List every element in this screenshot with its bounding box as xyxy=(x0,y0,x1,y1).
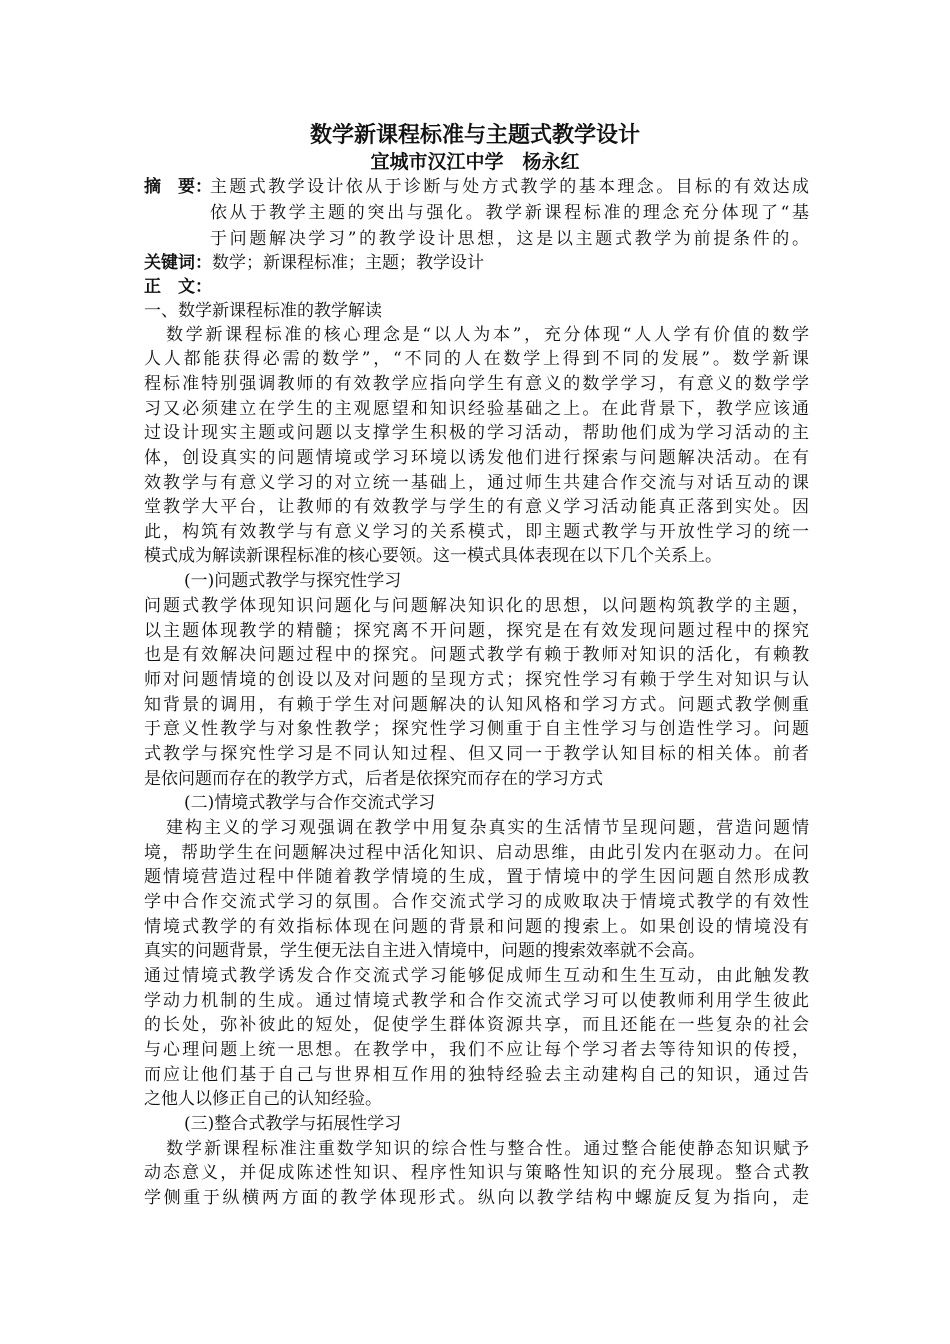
paragraph-line: 之他人以修正自己的认知经验。 xyxy=(144,1089,382,1109)
paragraph-line: 学动力机制的生成。通过情境式教学和合作交流式学习可以使教师利用学生彼此 xyxy=(144,991,809,1011)
keywords-label: 关键词： xyxy=(144,253,212,273)
paragraph-line: 体，创设真实的问题情境或学习环境以诱发他们进行探索与问题解决活动。在有 xyxy=(144,448,809,468)
paragraph-line: 堂教学大平台，让教师的有效教学与学生的有意义学习活动能真正落到实处。因 xyxy=(144,497,809,517)
paragraph-line: 情境式教学的有效指标体现在问题的背景和问题的搜索上。如果创设的情境没有 xyxy=(144,917,809,937)
paragraph-line: 式教学与探究性学习是不同认知过程、但又同一于教学认知目标的相关体。前者 xyxy=(144,744,809,764)
paragraph-line: 通过情境式教学诱发合作交流式学习能够促成师生互动和生生互动，由此触发教 xyxy=(144,966,809,986)
abstract-line: 依从于教学主题的突出与强化。教学新课程标准的理念充分体现了“基 xyxy=(210,203,809,223)
paragraph-line: 问题式教学体现知识问题化与问题解决知识化的思想，以问题构筑教学的主题， xyxy=(144,596,809,616)
subsection-heading: (一)问题式教学与探究性学习 xyxy=(184,571,402,591)
paragraph-line: 真实的问题背景，学生便无法自主进入情境中，问题的搜索效率就不会高。 xyxy=(144,941,705,961)
paragraph-line: 而应让他们基于自己与世界相互作用的独特经验去主动建构自己的知识，通过告 xyxy=(144,1065,809,1085)
paragraph-line: 于意义性教学与对象性教学；探究性学习侧重于自主性学习与创造性学习。问题 xyxy=(144,719,809,739)
document-title: 数学新课程标准与主题式教学设计 xyxy=(309,123,640,148)
paragraph-line: 以主题体现教学的精髓；探究离不开问题，探究是在有效发现问题过程中的探究 xyxy=(144,621,809,641)
keywords-text: 数学；新课程标准；主题；教学设计 xyxy=(212,253,484,273)
paragraph-line: 是依问题而存在的教学方式，后者是依探究而存在的学习方式 xyxy=(144,769,603,789)
paragraph-line: 程标准特别强调教师的有效教学应指向学生有意义的数学学习，有意义的数学学 xyxy=(144,374,809,394)
paragraph-line: 习又必须建立在学生的主观愿望和知识经验基础之上。在此背景下，教学应该通 xyxy=(144,399,809,419)
paragraph-line: 动态意义，并促成陈述性知识、程序性知识与策略性知识的充分展现。整合式教 xyxy=(144,1163,809,1183)
paragraph-line: 数学新课程标准注重数学知识的综合性与整合性。通过整合能使静态知识赋予 xyxy=(166,1139,809,1159)
paragraph-line: 与心理问题上统一思想。在教学中，我们不应让每个学习者去等待知识的传授， xyxy=(144,1040,809,1060)
paragraph-line: 也是有效解决问题过程中的探究。问题式教学有赖于教师对知识的活化，有赖教 xyxy=(144,645,809,665)
paragraph-line: 师对问题情境的创设以及对问题的呈现方式；探究性学习有赖于学生对知识与认 xyxy=(144,670,809,690)
paragraph-line: 知背景的调用，有赖于学生对问题解决的认知风格和学习方式。问题式教学侧重 xyxy=(144,695,809,715)
paragraph-line: 学中合作交流式学习的氛围。合作交流式学习的成败取决于情境式教学的有效性 xyxy=(144,892,809,912)
paragraph-line: 境，帮助学生在问题解决过程中活化知识、启动思维，由此引发内在驱动力。在问 xyxy=(144,843,809,863)
paragraph-line: 数学新课程标准的核心理念是“以人为本”，充分体现“人人学有价值的数学 xyxy=(166,325,809,345)
paragraph-line: 过设计现实主题或问题以支撑学生积极的学习活动，帮助他们成为学习活动的主 xyxy=(144,423,809,443)
keywords-line xyxy=(144,250,809,276)
paragraph-line: 学侧重于纵横两方面的教学体现形式。纵向以教学结构中螺旋反复为指向，走 xyxy=(144,1188,809,1208)
paragraph-line: 模式成为解读新课程标准的核心要领。这一模式具体表现在以下几个关系上。 xyxy=(144,546,722,566)
abstract-line: 主题式教学设计依从于诊断与处方式教学的基本理念。目标的有效达成 xyxy=(210,177,809,197)
subsection-heading: (二)情境式教学与合作交流式学习 xyxy=(184,793,436,813)
paragraph-line: 题情境营造过程中伴随着教学情境的生成，置于情境中的学生因问题自然形成教 xyxy=(144,867,809,887)
subsection-heading: (三)整合式教学与拓展性学习 xyxy=(184,1114,402,1134)
author-line: 宜城市汉江中学 杨永红 xyxy=(370,151,580,173)
body-label: 正 文： xyxy=(144,277,212,297)
paragraph-line: 效教学与有意义学习的对立统一基础上，通过师生共建合作交流与对话互动的课 xyxy=(144,473,809,493)
abstract-label: 摘 要： xyxy=(144,177,212,197)
paragraph-line: 人人都能获得必需的数学”，“不同的人在数学上得到不同的发展”。数学新课 xyxy=(144,349,809,369)
section-heading: 一、数学新课程标准的教学解读 xyxy=(144,301,382,321)
abstract-line: 于问题解决学习”的教学设计思想，这是以主题式教学为前提条件的。 xyxy=(210,229,809,249)
paragraph-line: 建构主义的学习观强调在教学中用复杂真实的生活情节呈现问题，营造问题情 xyxy=(166,818,809,838)
paragraph-line: 此，构筑有效教学与有意义学习的关系模式，即主题式教学与开放性学习的统一 xyxy=(144,522,809,542)
paragraph-line: 的长处，弥补彼此的短处，促使学生群体资源共享，而且还能在一些复杂的社会 xyxy=(144,1015,809,1035)
